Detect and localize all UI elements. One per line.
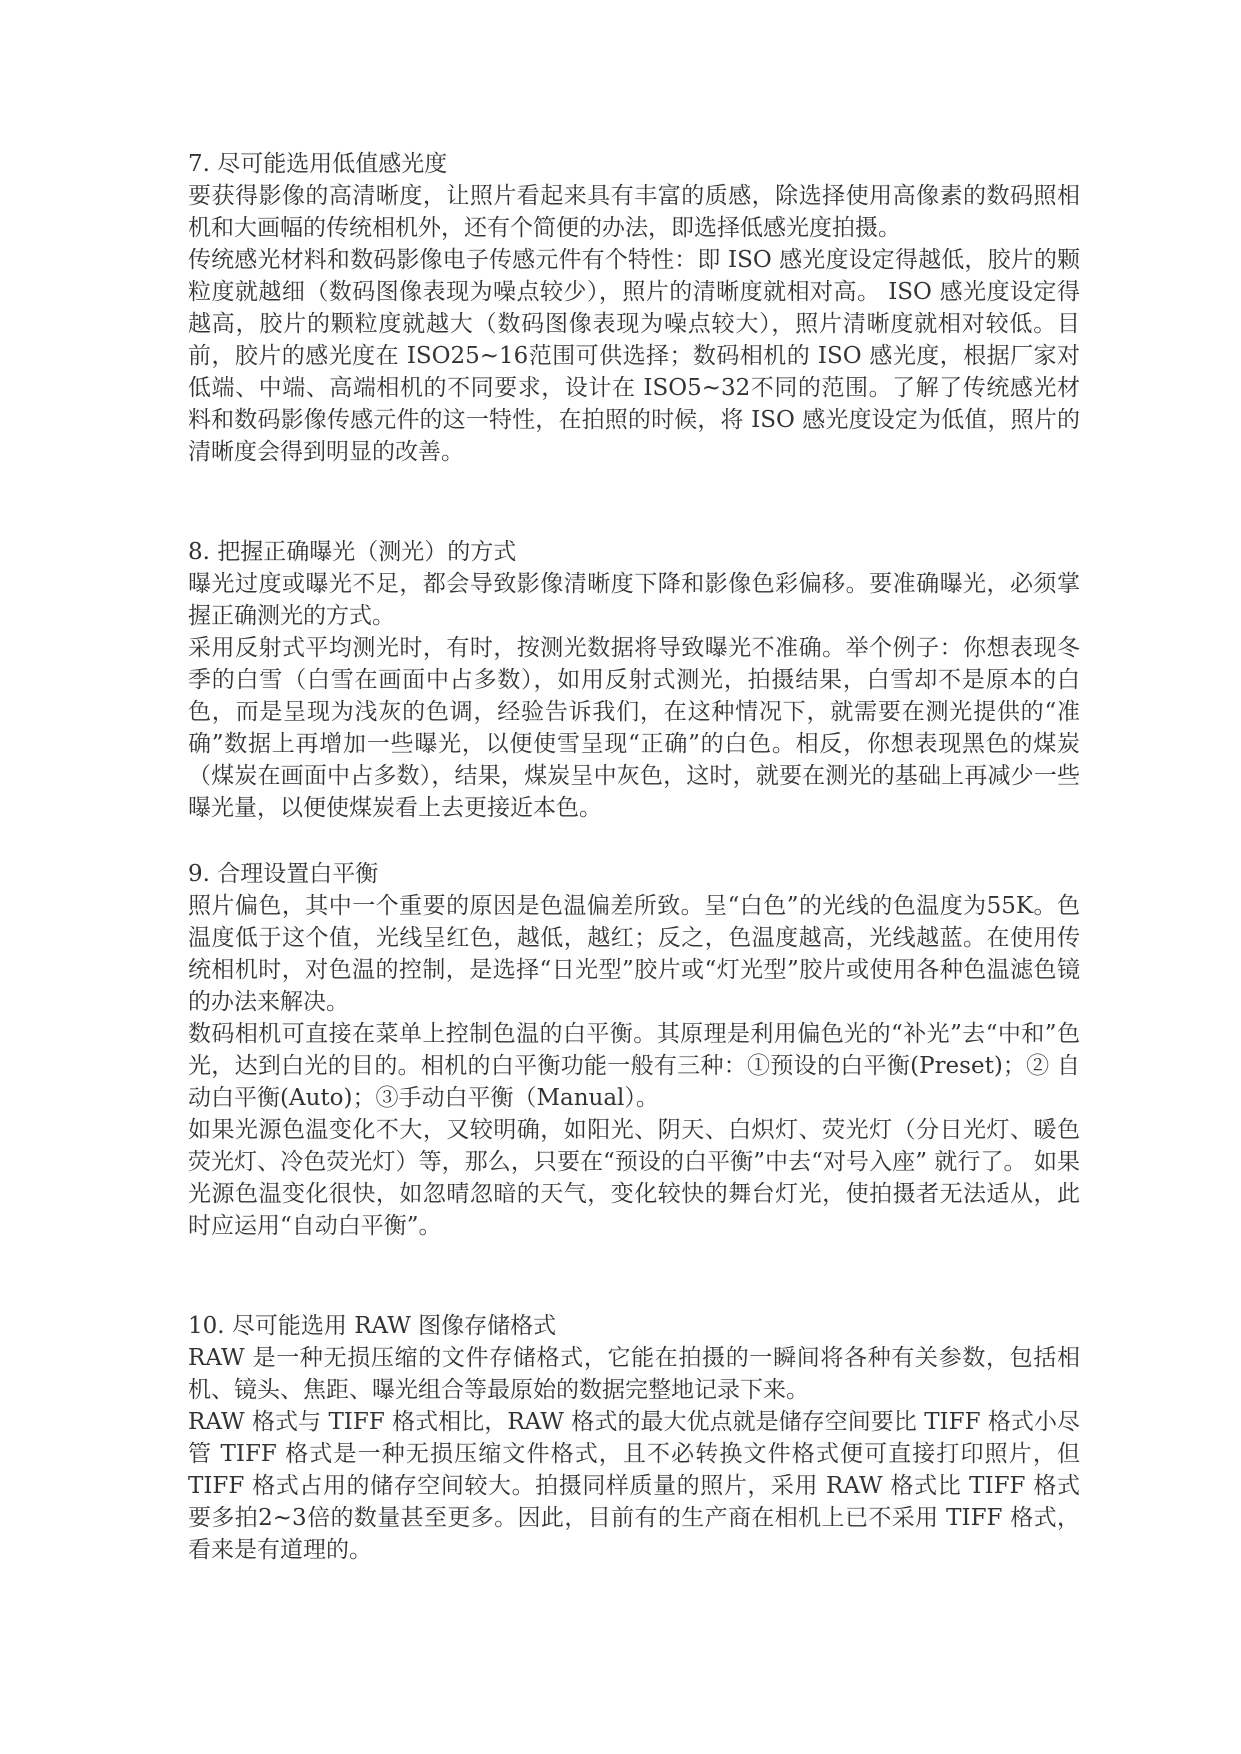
section-white-balance: [188, 858, 1080, 1242]
section-title: 8. 把握正确曝光（测光）的方式: [188, 539, 517, 565]
paragraph: 要获得影像的高清晰度，让照片看起来具有丰富的质感，除选择使用高像素的数码照相机和大画幅的传统相机外，还有个简便的办法，即选择低感光度拍摄。: [188, 183, 1080, 241]
paragraph: RAW 格式与 TIFF 格式相比，RAW 格式的最大优点就是储存空间要比 TIFF 格式小尽管 TIFF 格式是一种无损压缩文件格式，且不必转换文件格式便可直接打印照片，但 TIFF 格式占用的储存空间较大。拍摄同样质量的照片，采用 RAW 格式比 TIFF 格式要多拍2~3倍的数量甚至更多。因此，目前有的生产商在相机上已不采用 TIFF 格式，看来是有道理的。: [188, 1409, 1080, 1563]
section-title: 7. 尽可能选用低值感光度: [188, 151, 448, 177]
section-iso: [188, 148, 1080, 468]
paragraph: 如果光源色温变化不大，又较明确，如阳光、阴天、白炽灯、荧光灯（分日光灯、暖色荧光灯、冷色荧光灯）等，那么，只要在“预设的白平衡”中去“对号入座” 就行了。 如果光源色温变化很快，如忽晴忽暗的天气，变化较快的舞台灯光，使拍摄者无法适从，此时应运用“自动白平衡”。: [188, 1117, 1080, 1239]
paragraph: 传统感光材料和数码影像电子传感元件有个特性：即 ISO 感光度设定得越低，胶片的颗粒度就越细（数码图像表现为噪点较少），照片的清晰度就相对高。 ISO 感光度设定得越高，胶片的颗粒度就越大（数码图像表现为噪点较大），照片清晰度就相对较低。目前，胶片的感光度在 ISO25~16范围可供选择；数码相机的 ISO 感光度，根据厂家对低端、中端、高端相机的不同要求，设计在 ISO5~32不同的范围。了解了传统感光材料和数码影像传感元件的这一特性，在拍照的时候，将 ISO 感光度设定为低值，照片的清晰度会得到明显的改善。: [188, 247, 1080, 465]
section-gap: [188, 824, 1080, 858]
section-gap: [188, 468, 1080, 536]
document-body: [188, 148, 1080, 1566]
section-title: 10. 尽可能选用 RAW 图像存储格式: [188, 1313, 557, 1339]
paragraph: 曝光过度或曝光不足，都会导致影像清晰度下降和影像色彩偏移。要准确曝光，必须掌握正确测光的方式。: [188, 571, 1080, 629]
section-title: 9. 合理设置白平衡: [188, 861, 379, 887]
section-gap: [188, 1242, 1080, 1310]
paragraph: 采用反射式平均测光时，有时，按测光数据将导致曝光不准确。举个例子：你想表现冬季的白雪（白雪在画面中占多数），如用反射式测光，拍摄结果，白雪却不是原本的白色，而是呈现为浅灰的色调，经验告诉我们，在这种情况下，就需要在测光提供的“准确”数据上再增加一些曝光，以便使雪呈现“正确”的白色。相反，你想表现黑色的煤炭（煤炭在画面中占多数），结果，煤炭呈中灰色，这时，就要在测光的基础上再减少一些曝光量，以便使煤炭看上去更接近本色。: [188, 635, 1080, 821]
section-exposure: [188, 536, 1080, 824]
paragraph: 数码相机可直接在菜单上控制色温的白平衡。其原理是利用偏色光的“补光”去“中和”色光，达到白光的目的。相机的白平衡功能一般有三种：①预设的白平衡(Preset)；② 自动白平衡(Auto)；③手动白平衡（Manual）。: [188, 1021, 1080, 1111]
paragraph: RAW 是一种无损压缩的文件存储格式，它能在拍摄的一瞬间将各种有关参数，包括相机、镜头、焦距、曝光组合等最原始的数据完整地记录下来。: [188, 1345, 1080, 1403]
paragraph: 照片偏色，其中一个重要的原因是色温偏差所致。呈“白色”的光线的色温度为55K。色温度低于这个值，光线呈红色，越低，越红；反之，色温度越高，光线越蓝。在使用传统相机时，对色温的控制，是选择“日光型”胶片或“灯光型”胶片或使用各种色温滤色镜的办法来解决。: [188, 893, 1080, 1015]
section-raw-format: [188, 1310, 1080, 1566]
